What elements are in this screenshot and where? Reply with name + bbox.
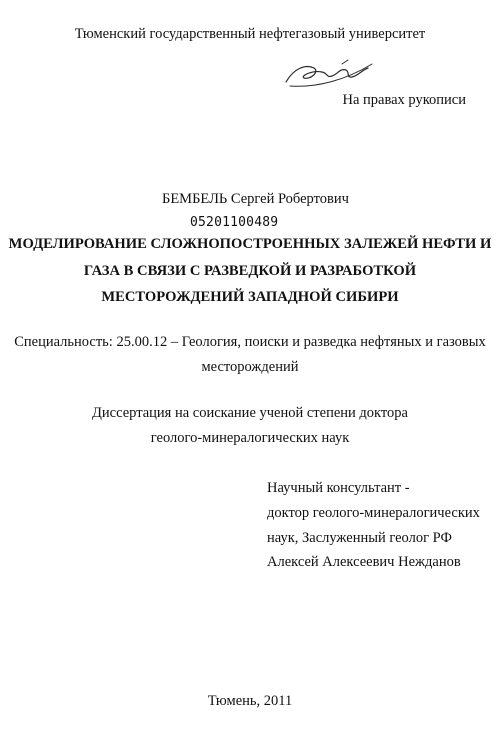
- handwritten-signature: [276, 58, 376, 94]
- advisor-line-3: наук, Заслуженный геолог РФ: [267, 530, 452, 546]
- author-name: БЕМБЕЛЬ Сергей Робертович: [162, 191, 349, 207]
- specialty-line-2: месторождений: [201, 359, 299, 375]
- thesis-title-line-1: МОДЕЛИРОВАНИЕ СЛОЖНОПОСТРОЕННЫХ ЗАЛЕЖЕЙ НЕФТИ И: [8, 236, 492, 252]
- degree-line-1: Диссертация на соискание ученой степени доктора: [92, 405, 408, 421]
- thesis-title-line-2: ГАЗА В СВЯЗИ С РАЗВЕДКОЙ И РАЗРАБОТКОЙ: [83, 263, 417, 279]
- advisor-line-2: доктор геолого-минералогических: [267, 505, 480, 521]
- archive-stamp-number: 05201100489: [190, 215, 279, 230]
- thesis-title-line-3: МЕСТОРОЖДЕНИЙ ЗАПАДНОЙ СИБИРИ: [101, 289, 399, 305]
- rights-note: На правах рукописи: [342, 92, 466, 108]
- specialty-line-1: Специальность: 25.00.12 – Геология, поиски и разведка нефтяных и газовых: [14, 334, 486, 350]
- city-year: Тюмень, 2011: [207, 693, 293, 709]
- university-name: Тюменский государственный нефтегазовый университет: [74, 26, 426, 42]
- degree-line-2: геолого-минералогических наук: [150, 430, 350, 446]
- advisor-line-4: Алексей Алексеевич Нежданов: [267, 554, 461, 570]
- advisor-line-1: Научный консультант -: [267, 480, 410, 496]
